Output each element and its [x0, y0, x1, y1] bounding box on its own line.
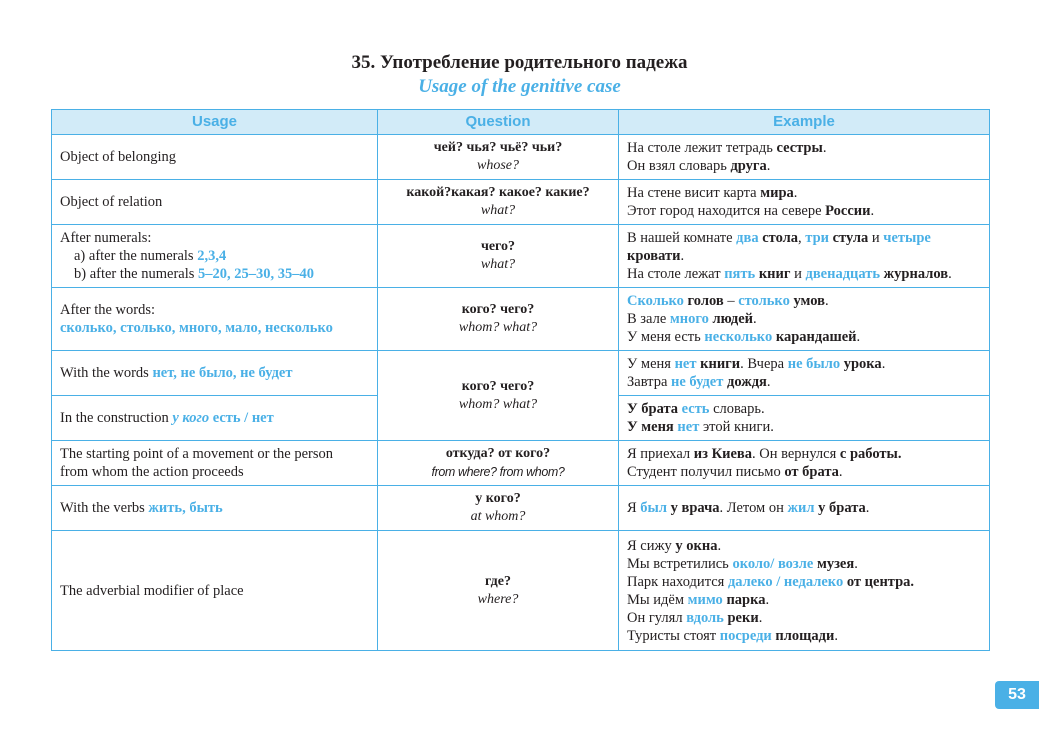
text-segment: . — [822, 140, 827, 156]
cell-line — [386, 463, 610, 482]
text-segment: с работы. — [839, 446, 902, 462]
text-segment: . Летом он — [719, 500, 788, 516]
usage-cell — [52, 486, 378, 531]
cell-line — [627, 328, 981, 346]
text-segment: With the verbs — [60, 500, 149, 516]
text-segment: Сколько — [627, 293, 684, 309]
cell-line — [386, 396, 610, 414]
text-segment: У меня — [627, 419, 674, 435]
cell-line — [386, 591, 610, 609]
text-segment: двенадцать — [805, 266, 881, 282]
text-segment: этой книги. — [699, 419, 774, 435]
text-segment: книги — [700, 356, 741, 372]
text-segment: какой?какая? какое? какие? — [406, 185, 590, 200]
cell-line — [386, 238, 610, 256]
text-segment: сестры — [776, 140, 823, 156]
cell-line — [60, 229, 369, 247]
cell-line — [386, 184, 610, 202]
cell-line — [60, 301, 369, 319]
cell-line — [627, 265, 981, 283]
cell-line — [60, 148, 369, 166]
text-segment: Он взял словарь — [627, 158, 731, 174]
cell-line — [386, 157, 610, 175]
table-row — [52, 531, 990, 651]
text-segment: кровати — [627, 248, 681, 264]
text-segment: Я сижу — [627, 537, 676, 554]
cell-line — [627, 310, 981, 328]
text-segment: вдоль — [686, 609, 724, 626]
text-segment: Object of relation — [60, 194, 163, 210]
text-segment: На столе лежат — [627, 266, 725, 282]
text-segment: . — [856, 329, 861, 345]
cell-line — [627, 292, 981, 310]
text-segment: b) after the numerals — [74, 266, 199, 282]
cell-line — [60, 582, 369, 600]
example-cell — [619, 351, 990, 396]
cell-line — [60, 265, 369, 283]
cell-line — [627, 627, 981, 645]
cell-line — [627, 499, 981, 517]
usage-cell — [52, 441, 378, 486]
table-row — [52, 225, 990, 288]
text-segment: нет — [677, 419, 700, 435]
example-cell — [619, 225, 990, 288]
question-cell — [378, 531, 619, 651]
text-segment: what? — [480, 257, 516, 272]
text-segment: what? — [480, 203, 516, 218]
cell-line — [627, 609, 981, 627]
text-segment: Завтра — [627, 374, 672, 390]
text-segment: Студент получил письмо — [627, 464, 785, 480]
text-segment: площади — [775, 627, 835, 644]
text-segment: at whom? — [470, 509, 526, 524]
question-cell — [378, 135, 619, 180]
page-title-en: Usage of the genitive case — [418, 76, 621, 97]
text-segment: пять — [724, 266, 756, 282]
text-segment: . — [758, 609, 763, 626]
cell-line — [60, 499, 369, 517]
text-segment: The adverbial modifier of place — [60, 582, 244, 599]
cell-line — [60, 247, 369, 265]
example-cell — [619, 531, 990, 651]
cell-line — [627, 373, 981, 391]
text-segment: есть — [681, 401, 710, 417]
text-segment: . — [717, 537, 722, 554]
text-segment: У меня есть — [627, 329, 705, 345]
text-segment: голов — [687, 293, 724, 309]
usage-cell — [52, 531, 378, 651]
cell-line — [386, 378, 610, 396]
cell-line — [386, 445, 610, 463]
header-usage: Usage — [52, 110, 378, 135]
text-segment: есть / нет — [212, 410, 274, 426]
text-segment: кого? чего? — [461, 302, 535, 317]
genitive-usage-table — [51, 109, 990, 651]
text-segment: жил — [787, 500, 815, 516]
cell-line — [386, 319, 610, 337]
text-segment: . — [753, 311, 757, 327]
text-segment: – — [723, 293, 739, 309]
text-segment: и — [790, 266, 806, 282]
text-segment: дождя — [726, 374, 767, 390]
text-segment: 5–20, 25–30, 35–40 — [198, 266, 315, 282]
cell-line — [627, 157, 981, 175]
text-segment: книг — [758, 266, 791, 282]
text-segment: Туристы стоят — [627, 627, 720, 644]
cell-line — [386, 490, 610, 508]
cell-line — [386, 202, 610, 220]
text-segment: откуда? от кого? — [445, 445, 551, 461]
text-segment: стула — [832, 230, 869, 246]
question-cell — [378, 225, 619, 288]
text-segment: Мы встретились — [627, 555, 733, 572]
cell-line — [60, 445, 369, 463]
text-segment: много — [669, 311, 709, 327]
header-example: Example — [619, 110, 990, 135]
text-segment: . — [865, 500, 870, 516]
text-segment: Я — [627, 500, 641, 516]
example-cell — [619, 180, 990, 225]
text-segment: where? — [477, 591, 519, 607]
table-row — [52, 441, 990, 486]
text-segment: стола — [762, 230, 799, 246]
text-segment: журналов — [883, 266, 949, 282]
cell-line — [627, 184, 981, 202]
text-segment: . — [824, 293, 829, 309]
question-cell — [378, 180, 619, 225]
text-segment: четыре — [883, 230, 931, 246]
text-segment: нет, не было, не будет — [152, 365, 293, 381]
text-segment: музея — [816, 555, 855, 572]
text-segment: After the words: — [60, 302, 156, 318]
text-segment: столько — [738, 293, 790, 309]
text-segment: whom? what? — [458, 320, 538, 335]
cell-line — [386, 301, 610, 319]
table-row — [52, 351, 990, 396]
cell-line — [60, 319, 369, 337]
text-segment: далеко / недалеко — [727, 573, 844, 590]
text-segment: не было — [787, 356, 841, 372]
cell-line — [627, 418, 981, 436]
question-cell — [378, 441, 619, 486]
text-segment: от центра. — [846, 573, 915, 590]
text-segment: У меня — [627, 356, 675, 372]
text-segment: чей? чья? чьё? чьи? — [433, 140, 563, 155]
text-segment: у брата — [818, 500, 866, 516]
usage-cell — [52, 225, 378, 288]
cell-line — [627, 555, 981, 573]
text-segment: около/ возле — [732, 555, 814, 572]
example-cell — [619, 486, 990, 531]
text-segment: посреди — [719, 627, 772, 644]
text-segment: a) after the numerals — [74, 248, 198, 264]
text-segment: Object of belonging — [60, 149, 176, 165]
cell-line — [627, 229, 981, 247]
text-segment: несколько — [704, 329, 773, 345]
cell-line — [627, 202, 981, 220]
text-segment: не будет — [671, 374, 724, 390]
text-segment: мира — [760, 185, 794, 201]
text-segment: from whom the action proceeds — [60, 464, 244, 480]
cell-line — [627, 247, 981, 265]
text-segment: где? — [485, 573, 511, 589]
text-segment: . — [766, 374, 771, 390]
text-segment: словарь. — [709, 401, 765, 417]
text-segment: . — [838, 464, 843, 480]
cell-line — [627, 537, 981, 555]
text-segment: 2,3,4 — [197, 248, 227, 264]
text-segment: After numerals: — [60, 230, 152, 246]
text-segment: . — [881, 356, 886, 372]
usage-cell — [52, 351, 378, 396]
text-segment: два — [736, 230, 759, 246]
text-segment: жить, быть — [148, 500, 223, 516]
text-segment: нет — [674, 356, 697, 372]
text-segment: . Он вернулся — [752, 446, 840, 462]
text-segment: Этот город находится на севере — [627, 203, 826, 219]
cell-line — [386, 508, 610, 526]
text-segment: людей — [712, 311, 753, 327]
text-segment: Он гулял — [627, 609, 687, 626]
example-cell — [619, 135, 990, 180]
text-segment: . Вчера — [740, 356, 788, 372]
text-segment: парка — [726, 591, 766, 608]
text-segment: whose? — [477, 158, 519, 173]
cell-line — [627, 463, 981, 481]
text-segment: у врача — [670, 500, 720, 516]
text-segment: России — [825, 203, 871, 219]
page-number-badge: 53 — [995, 681, 1039, 709]
table-row — [52, 288, 990, 351]
text-segment: от брата — [784, 464, 839, 480]
cell-line — [627, 400, 981, 418]
text-segment: Я приехал — [627, 446, 694, 462]
question-cell — [378, 288, 619, 351]
text-segment: у кого? — [475, 491, 521, 506]
text-segment: , — [798, 230, 806, 246]
cell-line — [627, 139, 981, 157]
header-question: Question — [378, 110, 619, 135]
text-segment: With the words — [60, 365, 153, 381]
text-segment: умов — [793, 293, 825, 309]
text-segment: На стене висит карта — [627, 185, 761, 201]
text-segment: реки — [727, 609, 759, 626]
text-segment: карандашей — [775, 329, 857, 345]
table-header-row — [52, 110, 990, 135]
text-segment: Парк находится — [627, 573, 728, 590]
text-segment: from where? from whom? — [431, 464, 565, 479]
text-segment: у окна — [675, 537, 718, 554]
usage-cell — [52, 288, 378, 351]
text-segment: . — [766, 158, 771, 174]
text-segment: . — [870, 203, 875, 219]
question-cell — [378, 351, 619, 441]
text-segment: друга — [730, 158, 767, 174]
cell-line — [627, 591, 981, 609]
example-cell — [619, 396, 990, 441]
text-segment: у кого — [172, 410, 210, 426]
text-segment: сколько, столько, много, мало, несколько — [60, 320, 333, 336]
usage-cell — [52, 396, 378, 441]
cell-line — [60, 409, 369, 427]
text-segment: кого? чего? — [461, 378, 535, 394]
cell-line — [386, 256, 610, 274]
table-row — [52, 135, 990, 180]
question-cell — [378, 486, 619, 531]
text-segment: был — [640, 500, 668, 516]
text-segment: из Киева — [693, 446, 752, 462]
cell-line — [627, 573, 981, 591]
text-segment: У брата — [627, 401, 679, 417]
cell-line — [60, 193, 369, 211]
cell-line — [386, 573, 610, 591]
example-cell — [619, 288, 990, 351]
text-segment: мимо — [687, 591, 723, 608]
text-segment: . — [834, 627, 838, 644]
cell-line — [386, 139, 610, 157]
text-segment: . — [680, 248, 685, 264]
text-segment: . — [854, 555, 858, 572]
text-segment: Мы идём — [627, 591, 688, 608]
cell-line — [627, 445, 981, 463]
text-segment: чего? — [480, 239, 516, 254]
text-segment: The starting point of a movement or the person — [60, 446, 334, 462]
cell-line — [60, 364, 369, 382]
text-segment: . — [793, 185, 798, 201]
cell-line — [627, 355, 981, 373]
text-segment: In the construction — [60, 410, 173, 426]
usage-cell — [52, 180, 378, 225]
text-segment: три — [805, 230, 829, 246]
text-segment: урока — [843, 356, 882, 372]
text-segment: whom? what? — [458, 396, 538, 412]
text-segment: и — [868, 230, 884, 246]
text-segment: В нашей комнате — [627, 230, 737, 246]
table-row — [52, 486, 990, 531]
cell-line — [60, 463, 369, 481]
text-segment: . — [765, 591, 770, 608]
text-segment: . — [948, 266, 952, 282]
text-segment: В зале — [627, 311, 670, 327]
text-segment: На столе лежит тетрадь — [627, 140, 777, 156]
usage-cell — [52, 135, 378, 180]
page-title-ru: 35. Употребление родительного падежа — [351, 52, 688, 73]
example-cell — [619, 441, 990, 486]
table-row — [52, 180, 990, 225]
